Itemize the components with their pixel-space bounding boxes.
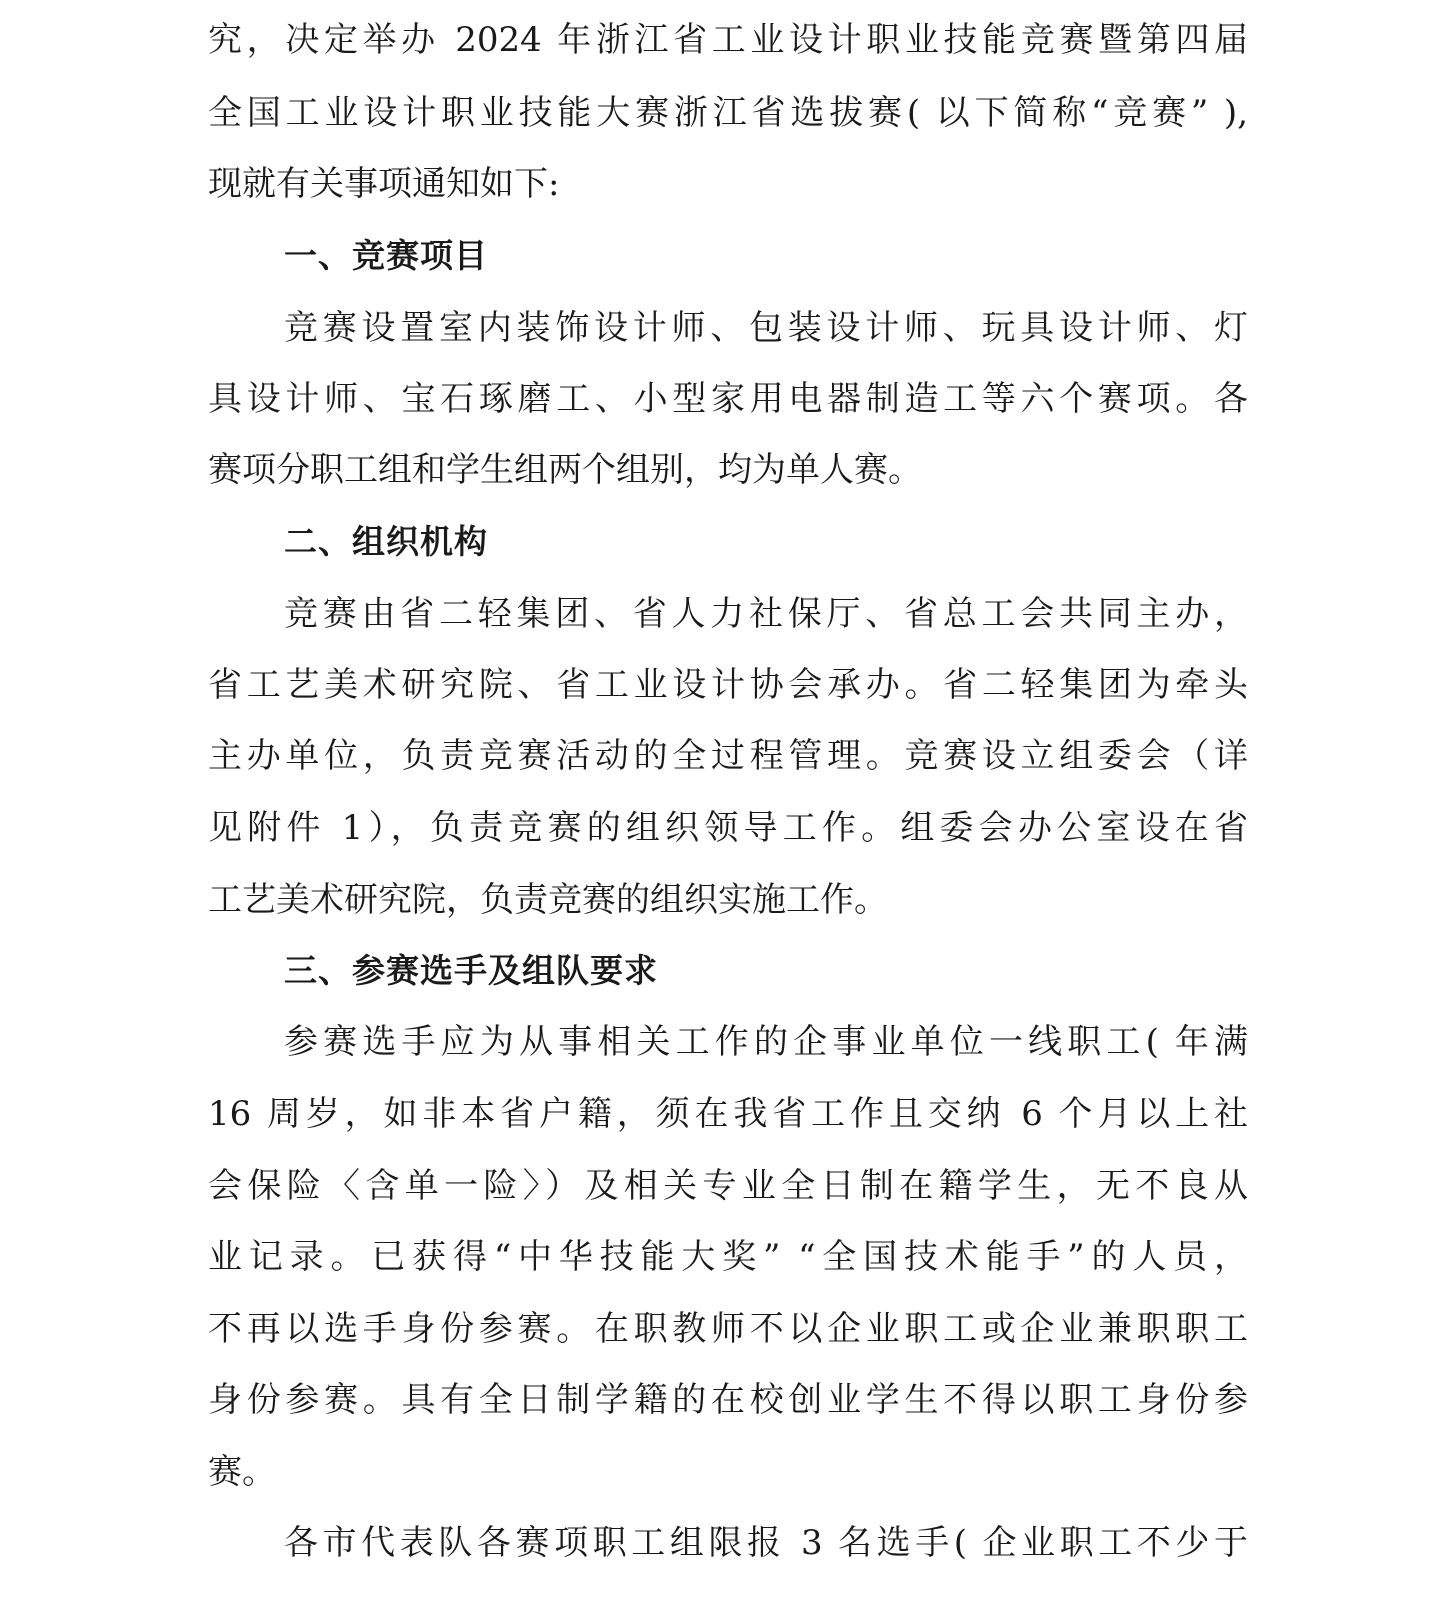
paragraph-line: 全国工业设计职业技能大赛浙江省选拔赛( 以下简称“竞赛” ), bbox=[208, 93, 1248, 133]
paragraph-line: 业记录。已获得“中华技能大奖” “全国技术能手”的人员， bbox=[208, 1237, 1248, 1277]
paragraph-line: 竞赛由省二轻集团、省人力社保厅、省总工会共同主办， bbox=[284, 594, 1248, 634]
paragraph-line: 参赛选手应为从事相关工作的企事业单位一线职工( 年满 bbox=[284, 1022, 1248, 1062]
paragraph-line: 主办单位，负责竞赛活动的全过程管理。竞赛设立组委会（详 bbox=[208, 736, 1248, 776]
paragraph-line: 不再以选手身份参赛。在职教师不以企业职工或企业兼职职工 bbox=[208, 1309, 1248, 1349]
paragraph-line: 具设计师、宝石琢磨工、小型家用电器制造工等六个赛项。各 bbox=[208, 379, 1248, 419]
paragraph-line: 省工艺美术研究院、省工业设计协会承办。省二轻集团为牵头 bbox=[208, 665, 1248, 705]
paragraph-line: 赛项分职工组和学生组两个组别，均为单人赛。 bbox=[208, 450, 922, 490]
paragraph-line: 赛。 bbox=[208, 1452, 276, 1492]
paragraph-line: 见附件 1），负责竞赛的组织领导工作。组委会办公室设在省 bbox=[208, 808, 1248, 848]
paragraph-line: 究，决定举办 2024 年浙江省工业设计职业技能竞赛暨第四届 bbox=[208, 20, 1248, 60]
section-heading-3: 三、参赛选手及组队要求 bbox=[284, 951, 658, 990]
paragraph-line: 会保险〈含单一险〉）及相关专业全日制在籍学生，无不良从 bbox=[208, 1166, 1248, 1206]
paragraph-line: 身份参赛。具有全日制学籍的在校创业学生不得以职工身份参 bbox=[208, 1380, 1248, 1420]
section-heading-2: 二、组织机构 bbox=[284, 522, 488, 561]
section-heading-1: 一、竞赛项目 bbox=[284, 236, 488, 275]
paragraph-line: 16 周岁，如非本省户籍，须在我省工作且交纳 6 个月以上社 bbox=[208, 1094, 1248, 1134]
paragraph-line: 各市代表队各赛项职工组限报 3 名选手( 企业职工不少于 bbox=[284, 1523, 1248, 1563]
paragraph-line: 现就有关事项通知如下: bbox=[208, 164, 560, 204]
paragraph-line: 竞赛设置室内装饰设计师、包装设计师、玩具设计师、灯 bbox=[284, 308, 1248, 348]
paragraph-line: 工艺美术研究院，负责竞赛的组织实施工作。 bbox=[208, 880, 888, 920]
